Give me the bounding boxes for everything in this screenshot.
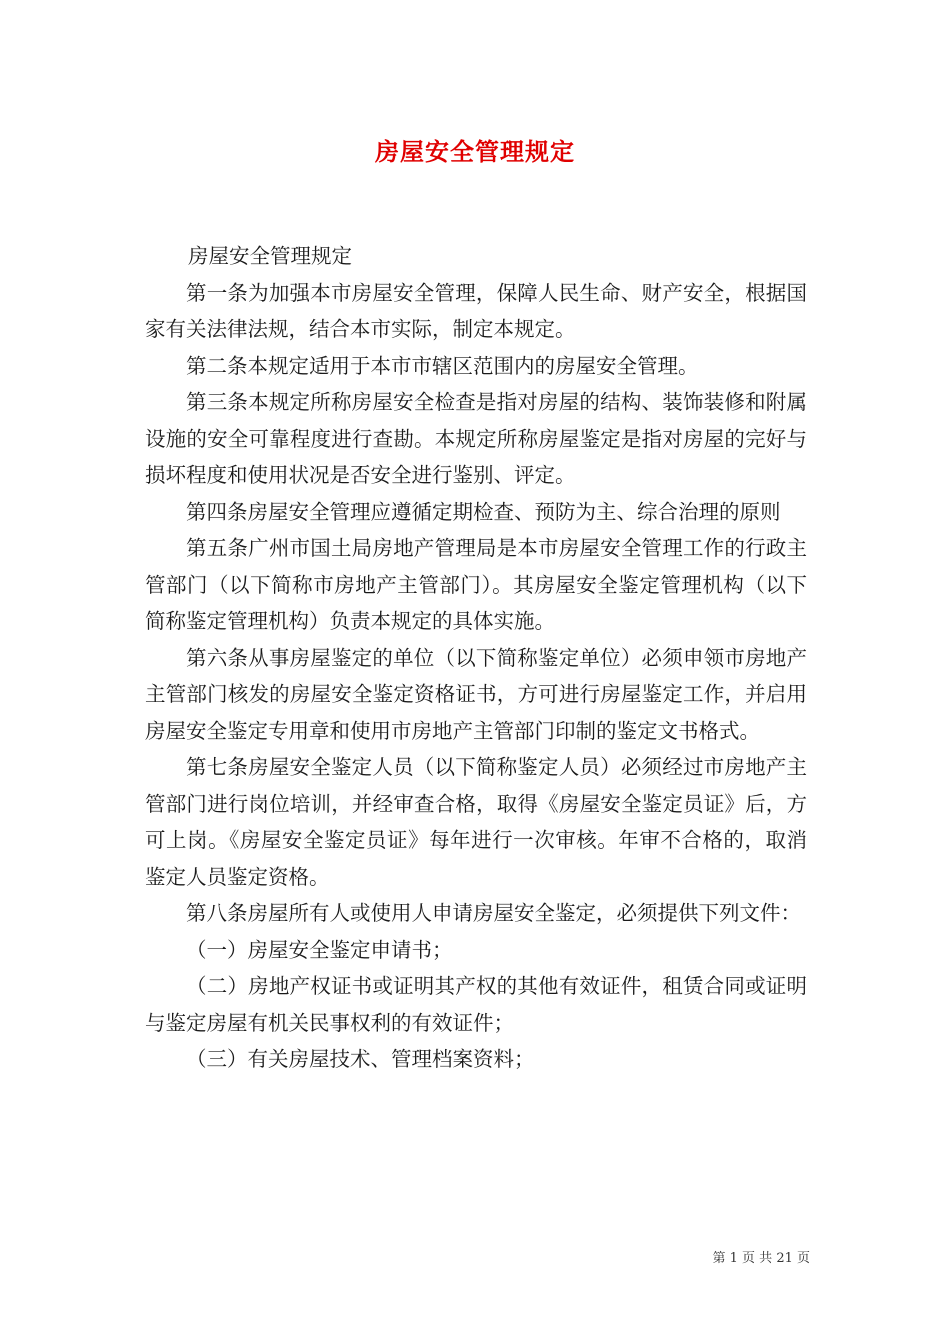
paragraph-article-4: 第四条房屋安全管理应遵循定期检查、预防为主、综合治理的原则 (186, 499, 781, 524)
paragraph-article-7: 第七条房屋安全鉴定人员（以下简称鉴定人员）必须经过市房地产主管部门进行岗位培训，并经审查合格，取得《房屋安全鉴定员证》后，方可上岗。《房屋安全鉴定员证》每年进行一次审核。年审不合格的，取消鉴定人员鉴定资格。 (145, 755, 807, 889)
paragraph-subtitle: 房屋安全管理规定 (188, 244, 353, 268)
paragraph-item-1: （一）房屋安全鉴定申请书； (186, 937, 453, 962)
paragraph-article-6: 第六条从事房屋鉴定的单位（以下简称鉴定单位）必须申领市房地产主管部门核发的房屋安全鉴定资格证书，方可进行房屋鉴定工作，并启用房屋安全鉴定专用章和使用市房地产主管部门印制的鉴定文书格式。 (145, 645, 807, 743)
paragraph-article-5: 第五条广州市国土局房地产管理局是本市房屋安全管理工作的行政主管部门（以下简称市房地产主管部门）。其房屋安全鉴定管理机构（以下简称鉴定管理机构）负责本规定的具体实施。 (145, 536, 807, 633)
page-number: 第 1 页 共 21 页 (712, 1251, 810, 1266)
paragraph-article-8: 第八条房屋所有人或使用人申请房屋安全鉴定，必须提供下列文件： (186, 901, 801, 925)
paragraph-article-1: 第一条为加强本市房屋安全管理，保障人民生命、财产安全，根据国家有关法律法规，结合本市实际，制定本规定。 (145, 280, 807, 341)
paragraph-item-2: （二）房地产权证书或证明其产权的其他有效证件，租赁合同或证明与鉴定房屋有机关民事权利的有效证件； (145, 974, 807, 1035)
document-title: 房屋安全管理规定 (375, 137, 575, 166)
paragraph-article-2: 第二条本规定适用于本市市辖区范围内的房屋安全管理。 (186, 353, 699, 378)
paragraph-article-3: 第三条本规定所称房屋安全检查是指对房屋的结构、装饰装修和附属设施的安全可靠程度进行查勘。本规定所称房屋鉴定是指对房屋的完好与损坏程度和使用状况是否安全进行鉴别、评定。 (145, 390, 807, 487)
document-body (145, 238, 807, 1078)
paragraph-item-3: （三）有关房屋技术、管理档案资料； (186, 1047, 535, 1071)
